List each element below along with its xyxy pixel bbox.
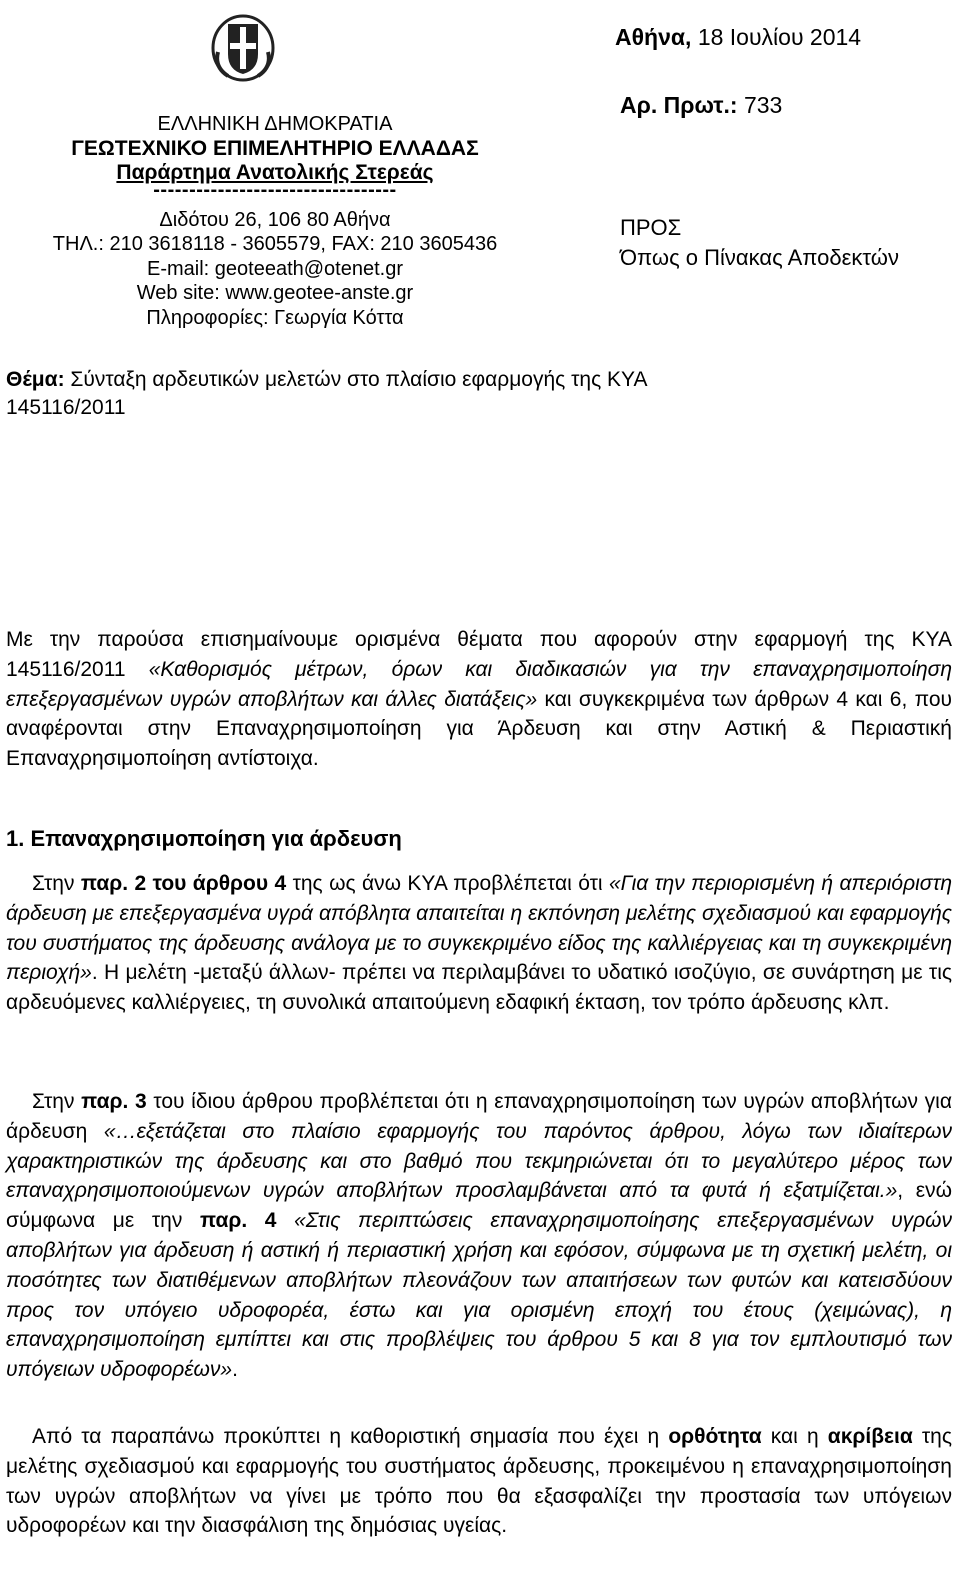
paragraph-article-4-par-3 bbox=[6, 1087, 952, 1385]
p3-quote-2: «Στις περιπτώσεις επαναχρησιμοποίησης επεξεργασμένων υγρών αποβλήτων για άρδευση ή αστική ή περιαστική χρήση και εφόσον, σύμφωνα με τη σχετική μελέτη, οι ποσότητες των διατιθέμενων αποβλήτων πλεονάζουν των απαιτήσεων των φυτών και κατεισδύουν προς τον υπόγειο υδροφορέα, έστω και για ορισμένη εποχή του έτους (χειμώνας), η επαναχρησιμοποίηση εμπίπτει και στις προβλέψεις του άρθρου 5 και 8 για τον εμπλουτισμό των υπόγειων υδροφορέων» bbox=[6, 1209, 953, 1382]
intro-paragraph bbox=[6, 625, 952, 774]
intro-text-2: και συγκεκριμένα των άρθρων 4 και 6, που αναφέρονται στην Επαναχρησιμοποίηση για Άρδευση και στην Αστική & Περιαστική Επαναχρησιμοποίηση αντίστοιχα. bbox=[6, 687, 952, 771]
p4-text-1: Από τα παραπάνω προκύπτει η καθοριστική σημασία που έχει η bbox=[32, 1425, 669, 1448]
p4-bold-2: ακρίβεια bbox=[827, 1425, 913, 1448]
info-line: Πληροφορίες: Γεωργία Κόττα bbox=[146, 306, 404, 329]
republic-name: ΕΛΛΗΝΙΚΗ ΔΗΜΟΚΡΑΤΙΑ bbox=[157, 113, 393, 135]
recipient-value: Όπως ο Πίνακας Αποδεκτών bbox=[620, 245, 899, 270]
paragraph-article-4-par-2 bbox=[6, 869, 952, 1018]
p2-bold-ref: παρ. 2 του άρθρου 4 bbox=[80, 872, 287, 895]
date-place: Αθήνα, bbox=[615, 24, 692, 50]
date-value: 18 Ιουλίου 2014 bbox=[697, 24, 862, 50]
sender-header bbox=[40, 112, 510, 330]
p3-bold-ref-1: παρ. 3 bbox=[81, 1090, 147, 1113]
phone-line: ΤΗΛ.: 210 3618118 - 3605579, FAX: 210 3605436 bbox=[52, 233, 498, 255]
recipient-label: ΠΡΟΣ bbox=[620, 215, 682, 240]
p3-quote-1: «…εξετάζεται στο πλαίσιο εφαρμογής του παρόντος άρθρου, λόγω των ιδιαίτερων χαρακτηριστικών της άρδευσης και στο βαθμό που τεκμηριώνεται ότι το μεγαλύτερο μέρος των επαναχρησιμοποιούμενων υγρών αποβλήτων προσλαμβάνεται από τα φυτά ή εξατμίζεται.» bbox=[6, 1119, 952, 1203]
p3-text-3: , ενώ σύμφωνα με την bbox=[6, 1179, 952, 1233]
p3-text-2: του ίδιου άρθρου προβλέπεται ότι η επαναχρησιμοποίηση των υγρών αποβλήτων για άρδευση bbox=[6, 1090, 952, 1143]
protocol-value: 733 bbox=[743, 92, 783, 118]
greek-coat-of-arms-icon bbox=[208, 12, 278, 82]
conclusion-paragraph bbox=[6, 1422, 952, 1541]
branch-name: Παράρτημα Ανατολικής Στερεάς bbox=[116, 161, 434, 184]
email-line: E-mail: geoteeath@otenet.gr bbox=[146, 257, 403, 280]
organization-name: ΓΕΩΤΕΧΝΙΚΟ ΕΠΙΜΕΛΗΤΗΡΙΟ ΕΛΛΑΔΑΣ bbox=[71, 136, 479, 160]
p3-text-5: . bbox=[232, 1358, 238, 1382]
website-line: Web site: www.geotee-anste.gr bbox=[136, 282, 414, 304]
subject-text: Σύνταξη αρδευτικών μελετών στο πλαίσιο εφαρμογής της ΚΥΑ 145116/2011 bbox=[6, 368, 647, 419]
p4-text-2: και η bbox=[761, 1425, 828, 1448]
p2-text-1: Στην bbox=[32, 872, 81, 895]
intro-quote: «Καθορισμός μέτρων, όρων και διαδικασιών για την επαναχρησιμοποίηση επεξεργασμένων υγρών αποβλήτων και άλλες διατάξεις» bbox=[6, 657, 952, 711]
p4-bold-1: ορθότητα bbox=[668, 1425, 762, 1448]
address-line: Διδότου 26, 106 80 Αθήνα bbox=[159, 208, 391, 231]
subject-label: Θέμα: bbox=[6, 368, 65, 391]
p2-quote: «Για την περιορισμένη ή απεριόριστη άρδευση με επεξεργασμένα υγρά απόβλητα απαιτείται η εκπόνηση μελέτης σχεδιασμού και εφαρμογής του συστήματος της άρδευσης ανάλογα με το συγκεκριμένο είδος της καλλιέργειας και τη συγκεκριμένη περιοχή» bbox=[6, 872, 952, 985]
p2-text-3: . Η μελέτη -μεταξύ άλλων- πρέπει να περιλαμβάνει το υδατικό ισοζύγιο, σε συνάρτηση με τις αρδευόμενες καλλιέργειες, τη συνολικά απαιτούμενη εδαφική έκταση, τον τρόπο άρδευσης κλπ. bbox=[6, 961, 952, 1015]
dash-separator: ---------------------------------- bbox=[153, 178, 397, 201]
intro-text-1: Με την παρούσα επισημαίνουμε ορισμένα θέματα που αφορούν στην εφαρμογή της ΚΥΑ 145116/2011 bbox=[6, 628, 952, 681]
protocol-number bbox=[620, 92, 782, 119]
document-date bbox=[615, 24, 861, 51]
recipient-block bbox=[620, 213, 899, 273]
p2-text-2: της ως άνω ΚΥΑ προβλέπεται ότι bbox=[286, 872, 609, 895]
p3-text-1: Στην bbox=[32, 1090, 82, 1113]
p3-bold-ref-2: παρ. 4 bbox=[199, 1209, 277, 1233]
protocol-label: Αρ. Πρωτ.: bbox=[620, 92, 738, 118]
p3-text-4 bbox=[276, 1209, 294, 1232]
subject-line bbox=[6, 366, 706, 422]
p4-text-3: της μελέτης σχεδιασμού και εφαρμογής του συστήματος άρδευσης, προκειμένου η επαναχρησιμοποίηση των υγρών αποβλήτων να γίνει με τρόπο που θα εξασφαλίζει την προστασία των υπόγειων υδροφορέων και την διασφάλιση της δημόσιας υγείας. bbox=[6, 1425, 952, 1538]
section-heading: 1. Επαναχρησιμοποίηση για άρδευση bbox=[6, 826, 402, 851]
